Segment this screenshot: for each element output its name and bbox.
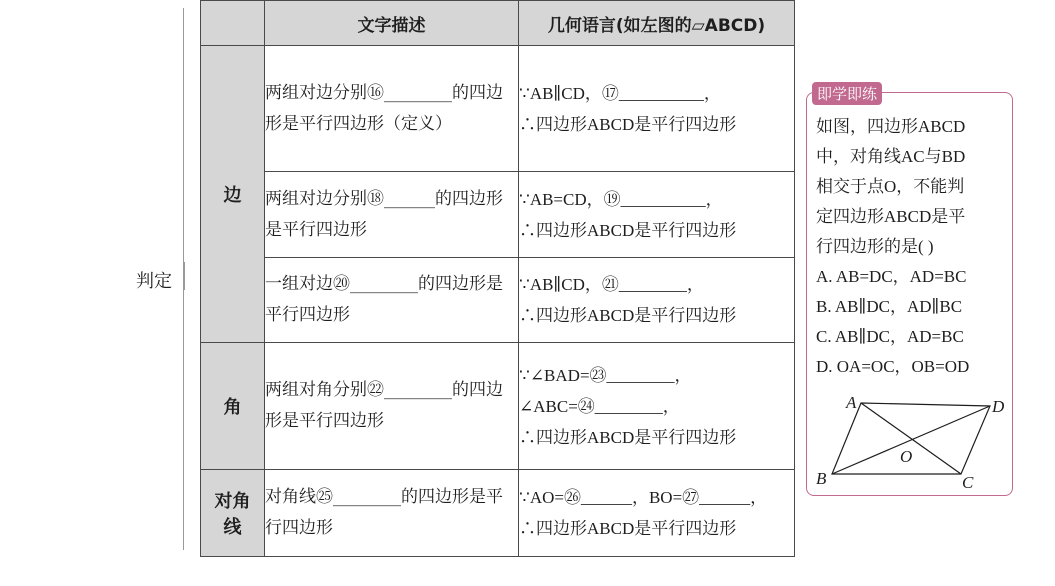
- desc-cell: 一组对边⑳________的四边形是平行四边形: [265, 258, 519, 343]
- lang-line: ∠ABC=㉔________，: [519, 396, 680, 416]
- table-row: [201, 46, 795, 172]
- label-d: D: [992, 397, 1005, 416]
- question-line: 如图，四边形ABCD: [816, 117, 966, 136]
- option-a: A. AB=DC，AD=BC: [816, 267, 967, 286]
- option-d: D. OA=OC，OB=OD: [816, 357, 970, 376]
- option-b: B. AB∥DC，AD∥BC: [816, 297, 963, 316]
- desc-cell: 两组对边分别⑯________的四边形是平行四边形（定义）: [265, 46, 519, 172]
- lang-line: ∵∠BAD=㉓________，: [519, 365, 692, 385]
- lang-cell: [519, 343, 795, 470]
- lang-cell: [519, 46, 795, 172]
- lang-line: ∵AB∥CD，⑰__________，: [519, 83, 721, 103]
- desc-cell: 两组对边分别⑱______的四边形是平行四边形: [265, 172, 519, 258]
- option-c: C. AB∥DC，AD=BC: [816, 327, 964, 346]
- lang-line: ∴四边形ABCD是平行四边形: [519, 220, 737, 240]
- label-b: B: [816, 469, 827, 488]
- lang-cell: [519, 258, 795, 343]
- lang-line: ∵AB∥CD，㉑________，: [519, 275, 704, 294]
- desc-cell: 对角线㉕________的四边形是平行四边形: [265, 470, 519, 557]
- question-line: 相交于点O，不能判: [816, 177, 965, 196]
- table-row: [201, 343, 795, 470]
- label-a: A: [846, 393, 857, 412]
- side-label: 判定: [136, 271, 172, 292]
- lang-line: ∴四边形ABCD是平行四边形: [519, 427, 737, 447]
- desc-cell: 两组对角分别㉒________的四边形是平行四边形: [265, 343, 519, 470]
- lang-line: ∴四边形ABCD是平行四边形: [519, 519, 737, 538]
- practice-question: [816, 112, 1008, 382]
- question-line: 中，对角线AC与BD: [816, 147, 966, 166]
- lang-cell: [519, 470, 795, 557]
- criteria-table: [200, 0, 795, 557]
- category-side: 边: [201, 46, 265, 343]
- parallelogram-figure: [812, 390, 1007, 495]
- header-corner: [201, 1, 265, 46]
- header-row: [201, 1, 795, 46]
- brace-tick: [172, 262, 185, 290]
- lang-line: ∴四边形ABCD是平行四边形: [519, 306, 737, 325]
- label-c: C: [962, 473, 974, 492]
- label-o: O: [900, 447, 913, 466]
- table-row: [201, 258, 795, 343]
- question-line: 定四边形ABCD是平: [816, 207, 966, 226]
- header-lang: 几何语言(如左图的▱ABCD): [519, 1, 795, 46]
- lang-line: ∴四边形ABCD是平行四边形: [519, 114, 737, 134]
- question-line: 行四边形的是( ): [816, 237, 934, 256]
- lang-line: ∵AO=㉖______，BO=㉗______，: [519, 488, 768, 507]
- lang-cell: [519, 172, 795, 258]
- lang-line: ∵AB=CD，⑲__________，: [519, 189, 723, 209]
- category-diagonal: 对角线: [201, 470, 265, 557]
- practice-badge: 即学即练: [812, 82, 882, 105]
- header-desc: 文字描述: [265, 1, 519, 46]
- table-row: [201, 470, 795, 557]
- table-row: [201, 172, 795, 258]
- category-angle: 角: [201, 343, 265, 470]
